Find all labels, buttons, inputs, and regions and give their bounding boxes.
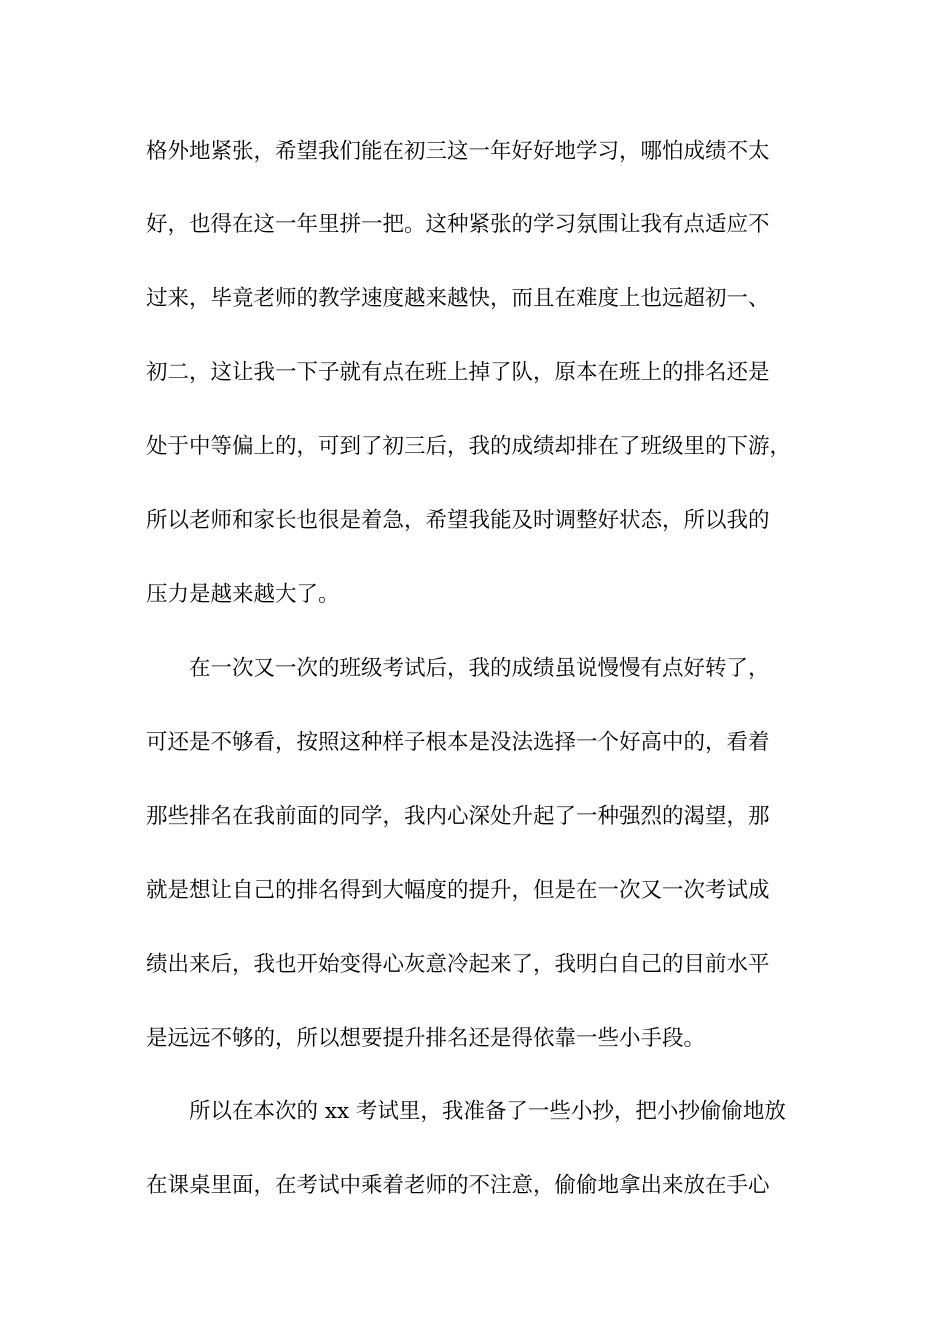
text-line: 好，也得在这一年里拼一把。这种紧张的学习氛围让我有点适应不 — [146, 212, 770, 237]
text-line: 初二，这让我一下子就有点在班上掉了队，原本在班上的排名还是 — [146, 360, 770, 385]
text-line: 绩出来后，我也开始变得心灰意冷起来了，我明白自己的目前水平 — [146, 952, 770, 977]
paragraph-first-line: 所以在本次的 xx 考试里，我准备了一些小抄，把小抄偷偷地放 — [189, 1099, 786, 1124]
text-line: 处于中等偏上的，可到了初三后，我的成绩却排在了班级里的下游， — [146, 434, 792, 459]
text-line: 可还是不够看，按照这种样子根本是没法选择一个好高中的，看着 — [146, 730, 770, 755]
text-line: 过来，毕竟老师的教学速度越来越快，而且在难度上也远超初一、 — [146, 286, 770, 311]
text-line: 所以老师和家长也很是着急，希望我能及时调整好状态，所以我的 — [146, 508, 770, 533]
text-line: 是远远不够的，所以想要提升排名还是得依靠一些小手段。 — [146, 1026, 706, 1051]
text-line: 在课桌里面，在考试中乘着老师的不注意，偷偷地拿出来放在手心 — [146, 1173, 770, 1198]
paragraph-first-line: 在一次又一次的班级考试后，我的成绩虽说慢慢有点好转了， — [189, 656, 770, 681]
text-line: 压力是越来越大了。 — [146, 582, 340, 607]
text-line: 就是想让自己的排名得到大幅度的提升，但是在一次又一次考试成 — [146, 878, 770, 903]
text-line: 那些排名在我前面的同学，我内心深处升起了一种强烈的渴望，那 — [146, 804, 770, 829]
text-line: 格外地紧张，希望我们能在初三这一年好好地学习，哪怕成绩不太 — [146, 139, 770, 164]
